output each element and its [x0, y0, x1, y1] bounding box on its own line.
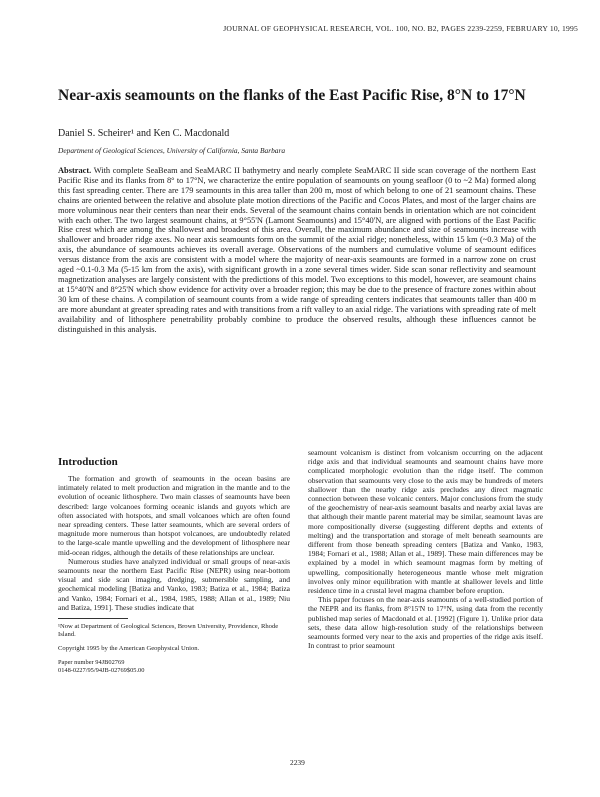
issn-line: 0148-0227/95/94JB-02769$05.00	[58, 666, 145, 674]
right-column	[308, 448, 543, 650]
footnote-rule	[58, 618, 128, 619]
authors: Daniel S. Scheirer¹ and Ken C. Macdonald	[58, 128, 230, 139]
paper-title: Near-axis seamounts on the flanks of the East Pacific Rise, 8°N to 17°N	[58, 87, 526, 104]
copyright-notice: Copyright 1995 by the American Geophysical Union.	[58, 645, 200, 653]
paper-number: Paper number 94JB02769	[58, 659, 125, 667]
left-column	[58, 448, 290, 675]
abstract	[58, 166, 536, 334]
intro-paragraph-1: The formation and growth of seamounts in the ocean basins are intimately related to melt production and migration in the mantle and to the evolution of oceanic lithosphere. Two main classes of seamounts have been described: large volcanoes forming oceanic islands and guyots which are often associated with hotspots, and small volcanoes which are often found near spreading centers. These latter seamounts, which are several orders of magnitude more numerous than hotspot volcanoes, are undoubtedly related to the large-scale mantle upwelling and the development of lithosphere near mid-ocean ridges, although the details of these relationships are unclear.	[58, 474, 290, 557]
footnote: ¹Now at Department of Geological Sciences, Brown University, Providence, Rhode Island.	[58, 623, 279, 639]
abstract-label: Abstract.	[58, 166, 92, 175]
affiliation: Department of Geological Sciences, University of California, Santa Barbara	[58, 146, 286, 155]
intro-paragraph-4: This paper focuses on the near-axis seamounts of a well-studied portion of the NEPR and its flanks, from 8°15'N to 17°N, using data from the recently published map series of Macdonald et al. [1992] (Figure 1). Unlike prior data sets, these data allow high-resolution study of the relationships between seamounts formed very near to the axis and properties of the ridge axis itself. In contrast to prior seamount	[308, 595, 543, 651]
page-number: 2239	[290, 758, 305, 767]
intro-paragraph-3: seamount volcanism is distinct from volcanism occurring on the adjacent ridge axis and that individual seamounts and seamount chains have more complicated morphologic evolution than the ridge itself. The common observation that seamounts very close to the axis may be hundreds of meters shallower than the nearby ridge axis precludes any direct magmatic connection between these volcanic centers. Major conclusions from the study of the geochemistry of near-axis seamount basalts and nearby axial lavas are that although their mantle parent material may be similar, seamount lavas are more compositionally diverse (suggesting different depths and extents of melting) and the transportation and storage of melt beneath seamounts are different from those beneath spreading centers [Batiza and Vanko, 1983, 1984; Fornari et al., 1988; Allan et al., 1989]. These main differences may be explained by a model in which seamount magmas form by melting of upwelling, compositionally heterogeneous mantle whose melt migration involves only minor equilibration with mantle at shallower levels and little residence time in a crustal level magma chamber before eruption.	[308, 448, 543, 596]
running-header: JOURNAL OF GEOPHYSICAL RESEARCH, VOL. 100, NO. B2, PAGES 2239-2259, FEBRUARY 10, 1995	[223, 24, 578, 33]
intro-paragraph-2: Numerous studies have analyzed individual or small groups of near-axis seamounts near the northern East Pacific Rise (NEPR) using near-bottom visual and side scan imaging, dredging, submersible sampling, and geochemical modeling [Batiza and Vanko, 1983; Batiza et al., 1984; Batiza and Vanko, 1984; Fornari et al., 1984, 1985, 1988; Allan et al., 1989; Niu and Batiza, 1991]. These studies indicate that	[58, 556, 290, 612]
abstract-text: With complete SeaBeam and SeaMARC II bathymetry and nearly complete SeaMARC II side scan coverage of the northern East Pacific Rise and its flanks from 8° to 17°N, we characterize the entire population of seamounts on young seafloor (0 to ~2 Ma) formed along this fast spreading center. There are 179 seamounts in this area taller than 200 m, most of which belong to one of 21 seamount chains. These chains are oriented between the relative and absolute plate motion directions of the Pacific and Cocos Plates, and most of the larger chains are more voluminous near their centers than near their ends. Several of the seamount chains contain bends in orientation which are not coincident with each other. The two largest seamount chains, at 9°55'N (Lamont Seamounts) and 15°40'N, are aligned with portions of the East Pacific Rise crest which are among the shallowest and broadest of this area. Overall, the maximum abundance and size of seamounts increase with shallower and broader ridge axes. No near axis seamounts form on the summit of the axial ridge; nonetheless, within 15 km (~0.3 Ma) of the axis, the abundance of seamounts achieves its overall average. Observations of the numbers and cumulative volume of seamount edifices versus distance from the axis are consistent with a model where the majority of near-axis seamounts are formed in a narrow zone on crust aged ~0.1-0.3 Ma (5-15 km from the axis), with significant growth in a zone several times wider. Side scan sonar reflectivity and seamount magnetization analyses are largely consistent with the predictions of this model. Two exceptions to this model, however, are seamount chains at 15°40'N and 8°25'N which show evidence for activity over a broader region; this may be due to the presence of fracture zones within about 30 km of these chains. A compilation of seamount counts from a wide range of spreading centers indicates that seamounts taller than 400 m are more abundant at greater spreading rates and with transitions from a rift valley to an axial ridge. The variations with spreading rate of melt availability and of lithosphere penetrability probably combine to produce the observed results, although these influences cannot be distinguished in this analysis.	[58, 166, 536, 334]
section-heading-introduction: Introduction	[58, 456, 118, 468]
